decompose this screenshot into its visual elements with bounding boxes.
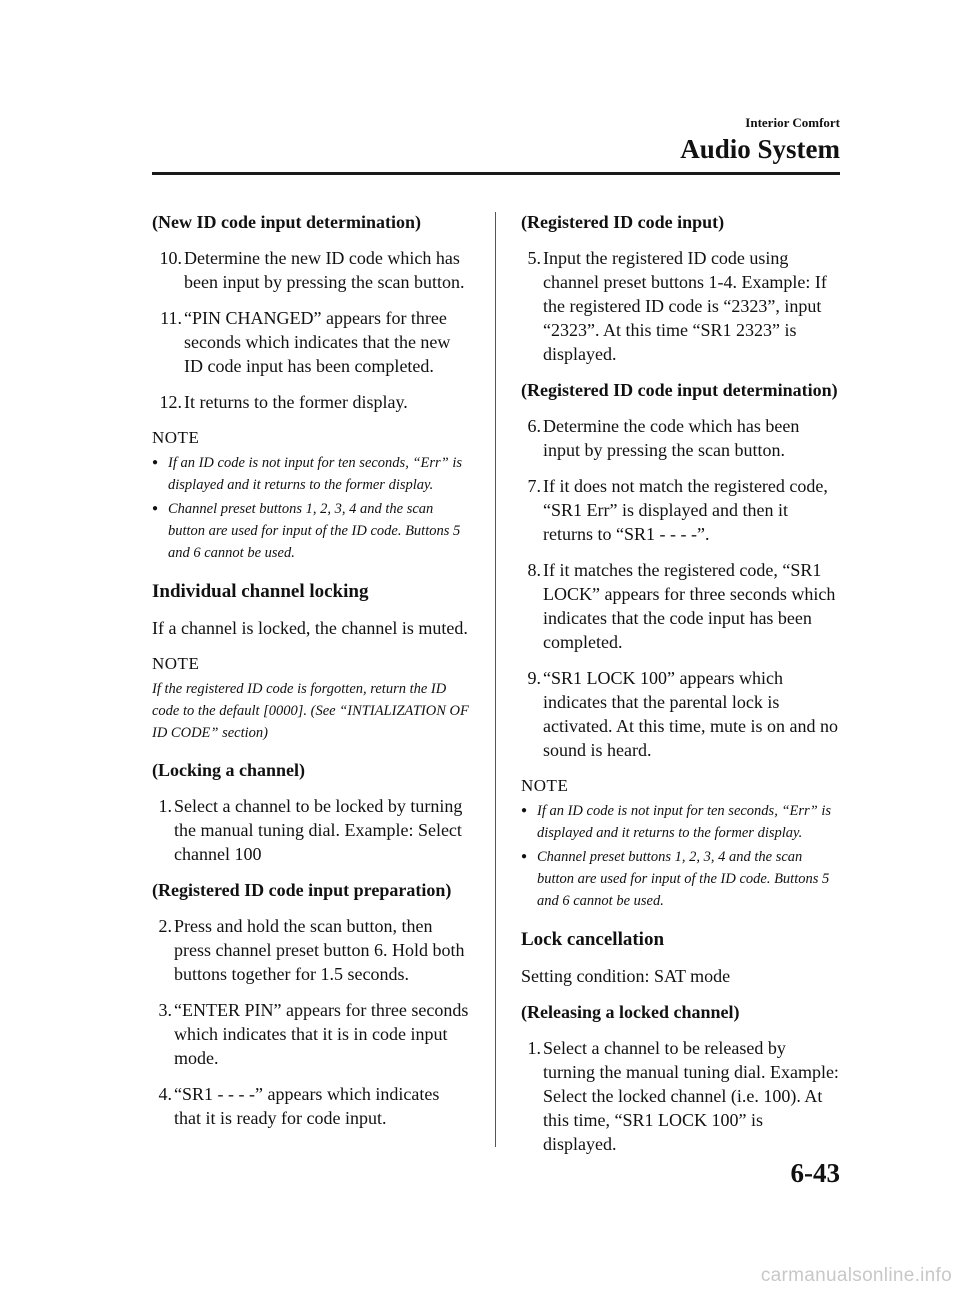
- page-header: [680, 115, 840, 165]
- step-item: [521, 1036, 839, 1156]
- step-number: 9.: [527, 668, 541, 688]
- right-column: [521, 210, 839, 1168]
- step-number: 6.: [527, 416, 541, 436]
- bullet-icon: ●: [521, 851, 528, 862]
- watermark: carmanualsonline.info: [760, 1265, 952, 1286]
- step-text: “PIN CHANGED” appears for three seconds which indicates that the new ID code input has been completed.: [184, 308, 451, 376]
- note-bullet-text: If an ID code is not input for ten seconds, “Err” is displayed and it returns to the former display.: [168, 455, 463, 493]
- note-bullet: [521, 846, 839, 912]
- step-number: 1.: [527, 1038, 541, 1058]
- subheading-releasing-channel: (Releasing a locked channel): [521, 1002, 740, 1022]
- paragraph: Setting condition: SAT mode: [521, 966, 731, 986]
- step-number: 4.: [158, 1084, 172, 1104]
- page-number: 6-43: [790, 1158, 840, 1188]
- step-item: [521, 246, 839, 366]
- step-number: 2.: [158, 916, 172, 936]
- step-number: 8.: [527, 560, 541, 580]
- step-item: [521, 414, 839, 462]
- subheading-registered-id-input: (Registered ID code input): [521, 212, 725, 232]
- step-text: Determine the new ID code which has been input by pressing the scan button.: [184, 248, 465, 292]
- step-text: “SR1 LOCK 100” appears which indicates that the parental lock is activated. At this time, mute is on and no sound is heard.: [543, 668, 838, 760]
- header-rule: [152, 172, 840, 175]
- step-text: It returns to the former display.: [184, 392, 408, 412]
- bullet-icon: ●: [152, 503, 159, 514]
- subheading-locking-channel: (Locking a channel): [152, 760, 306, 780]
- step-item: [521, 474, 839, 546]
- note-bullet: [152, 452, 470, 496]
- note-bullet-list: [152, 452, 470, 564]
- step-number: 7.: [527, 476, 541, 496]
- step-item: [152, 998, 470, 1070]
- subheading-new-id-determination: (New ID code input determination): [152, 212, 421, 232]
- note-bullet-text: Channel preset buttons 1, 2, 3, 4 and the scan button are used for input of the ID code. Buttons 5 and 6 cannot be used.: [168, 501, 461, 561]
- step-number: 3.: [158, 1000, 172, 1020]
- step-item: [152, 1082, 470, 1130]
- left-column: [152, 210, 470, 1142]
- step-number: 1.: [158, 796, 172, 816]
- step-text: “SR1 - - - -” appears which indicates that it is ready for code input.: [174, 1084, 440, 1128]
- note-label: NOTE: [152, 654, 200, 673]
- step-item: [152, 390, 470, 414]
- column-divider: [495, 212, 496, 1147]
- step-number: 11.: [160, 308, 182, 328]
- note-bullet-text: Channel preset buttons 1, 2, 3, 4 and the scan button are used for input of the ID code. Buttons 5 and 6 cannot be used.: [537, 849, 830, 909]
- note-bullet: [521, 800, 839, 844]
- step-text: If it matches the registered code, “SR1 LOCK” appears for three seconds which indicates that the code input has been completed.: [543, 560, 836, 652]
- step-item: [152, 914, 470, 986]
- heading-lock-cancellation: Lock cancellation: [521, 929, 665, 950]
- note-bullet-list: [521, 800, 839, 912]
- paragraph: If a channel is locked, the channel is muted.: [152, 618, 468, 638]
- step-item: [521, 558, 839, 654]
- step-text: Press and hold the scan button, then press channel preset button 6. Hold both buttons together for 1.5 seconds.: [174, 916, 465, 984]
- step-item: [152, 246, 470, 294]
- step-text: Determine the code which has been input by pressing the scan button.: [543, 416, 800, 460]
- step-item: [521, 666, 839, 762]
- step-item: [152, 306, 470, 378]
- note-label: NOTE: [521, 776, 569, 795]
- section-category: Interior Comfort: [745, 115, 840, 130]
- note-text: If the registered ID code is forgotten, return the ID code to the default [0000]. (See “INTIALIZATION OF ID CODE” section): [152, 681, 469, 741]
- step-text: Select a channel to be locked by turning the manual tuning dial. Example: Select channel 100: [174, 796, 463, 864]
- step-text: If it does not match the registered code, “SR1 Err” is displayed and then it returns to “SR1 - - - -”.: [543, 476, 828, 544]
- step-item: [152, 794, 470, 866]
- step-number: 5.: [527, 248, 541, 268]
- step-text: Input the registered ID code using channel preset buttons 1-4. Example: If the registered ID code is “2323”, input “2323”. At this time “SR1 2323” is displayed.: [543, 248, 827, 364]
- subheading-input-preparation: (Registered ID code input preparation): [152, 880, 452, 900]
- bullet-icon: ●: [152, 457, 159, 468]
- note-bullet-text: If an ID code is not input for ten seconds, “Err” is displayed and it returns to the former display.: [537, 803, 832, 841]
- step-text: Select a channel to be released by turning the manual tuning dial. Example: Select the locked channel (i.e. 100). At this time, “SR1 LOCK 100” is displayed.: [543, 1038, 839, 1154]
- section-title: Audio System: [680, 134, 840, 164]
- subheading-registered-id-determination: (Registered ID code input determination): [521, 380, 838, 400]
- heading-individual-channel-locking: Individual channel locking: [152, 581, 369, 602]
- step-number: 10.: [159, 248, 182, 268]
- note-label: NOTE: [152, 428, 200, 447]
- note-bullet: [152, 498, 470, 564]
- step-number: 12.: [159, 392, 182, 412]
- step-text: “ENTER PIN” appears for three seconds which indicates that it is in code input mode.: [174, 1000, 469, 1068]
- bullet-icon: ●: [521, 805, 528, 816]
